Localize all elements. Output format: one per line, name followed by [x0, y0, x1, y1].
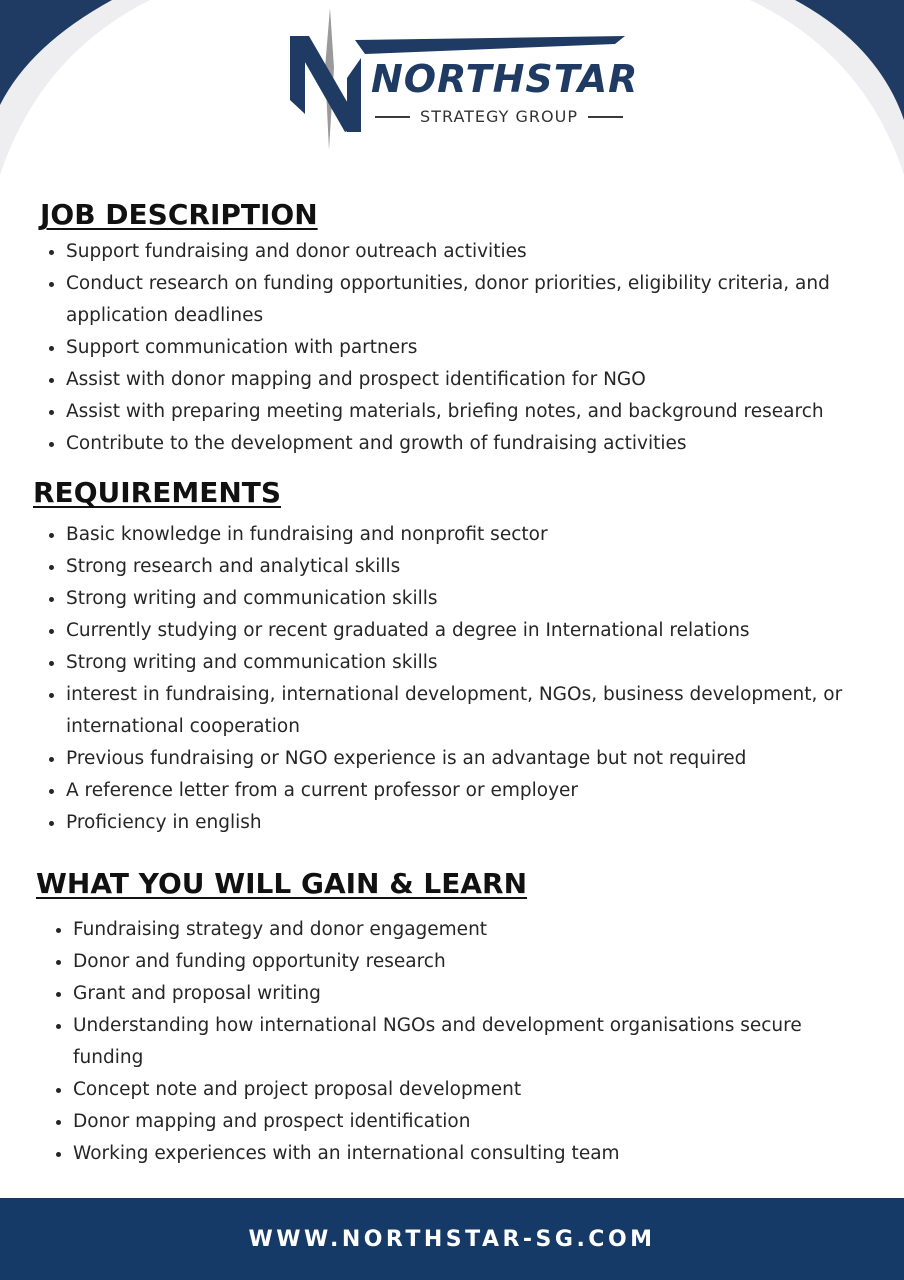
footer-banner: [0, 1198, 904, 1280]
list-item: Support fundraising and donor outreach activities: [66, 236, 891, 268]
logo-wordmark: NORTHSTAR: [371, 57, 639, 101]
website-link[interactable]: WWW.NORTHSTAR-SG.COM: [248, 1226, 656, 1252]
list-item: Strong writing and communication skills: [66, 583, 878, 615]
list-item: Basic knowledge in fundraising and nonprofit sector: [66, 519, 878, 551]
logo-subtitle: [375, 107, 623, 126]
requirements-title: REQUIREMENTS: [33, 476, 282, 509]
gain-learn-list: [73, 914, 873, 1170]
northstar-logo: [285, 8, 639, 150]
logo-subtitle-text: STRATEGY GROUP: [420, 107, 578, 126]
list-item: Grant and proposal writing: [73, 978, 873, 1010]
requirements-list: [66, 519, 878, 839]
list-item: Currently studying or recent graduated a degree in International relations: [66, 615, 878, 647]
list-item: Working experiences with an international consulting team: [73, 1138, 873, 1170]
list-item: Fundraising strategy and donor engagement: [73, 914, 873, 946]
list-item: Understanding how international NGOs and development organisations secure funding: [73, 1010, 873, 1074]
list-item: Assist with donor mapping and prospect identification for NGO: [66, 364, 891, 396]
logo-rule-left: [375, 116, 410, 118]
list-item: Donor mapping and prospect identification: [73, 1106, 873, 1138]
list-item: Strong writing and communication skills: [66, 647, 878, 679]
list-item: Support communication with partners: [66, 332, 891, 364]
logo-rule-right: [588, 116, 623, 118]
job-description-list: [66, 236, 891, 460]
job-description-title: JOB DESCRIPTION: [40, 198, 318, 231]
list-item: A reference letter from a current professor or employer: [66, 775, 878, 807]
list-item: Proficiency in english: [66, 807, 878, 839]
gain-learn-title: WHAT YOU WILL GAIN & LEARN: [36, 867, 528, 900]
list-item: Strong research and analytical skills: [66, 551, 878, 583]
list-item: Previous fundraising or NGO experience is an advantage but not required: [66, 743, 878, 775]
list-item: Assist with preparing meeting materials, briefing notes, and background research: [66, 396, 891, 428]
list-item: interest in fundraising, international development, NGOs, business development, or international cooperation: [66, 679, 878, 743]
list-item: Conduct research on funding opportunities, donor priorities, eligibility criteria, and application deadlines: [66, 268, 891, 332]
list-item: Concept note and project proposal development: [73, 1074, 873, 1106]
list-item: Contribute to the development and growth of fundraising activities: [66, 428, 891, 460]
list-item: Donor and funding opportunity research: [73, 946, 873, 978]
logo-n-right-stroke: [347, 58, 361, 132]
logo-swoosh: [355, 36, 625, 54]
